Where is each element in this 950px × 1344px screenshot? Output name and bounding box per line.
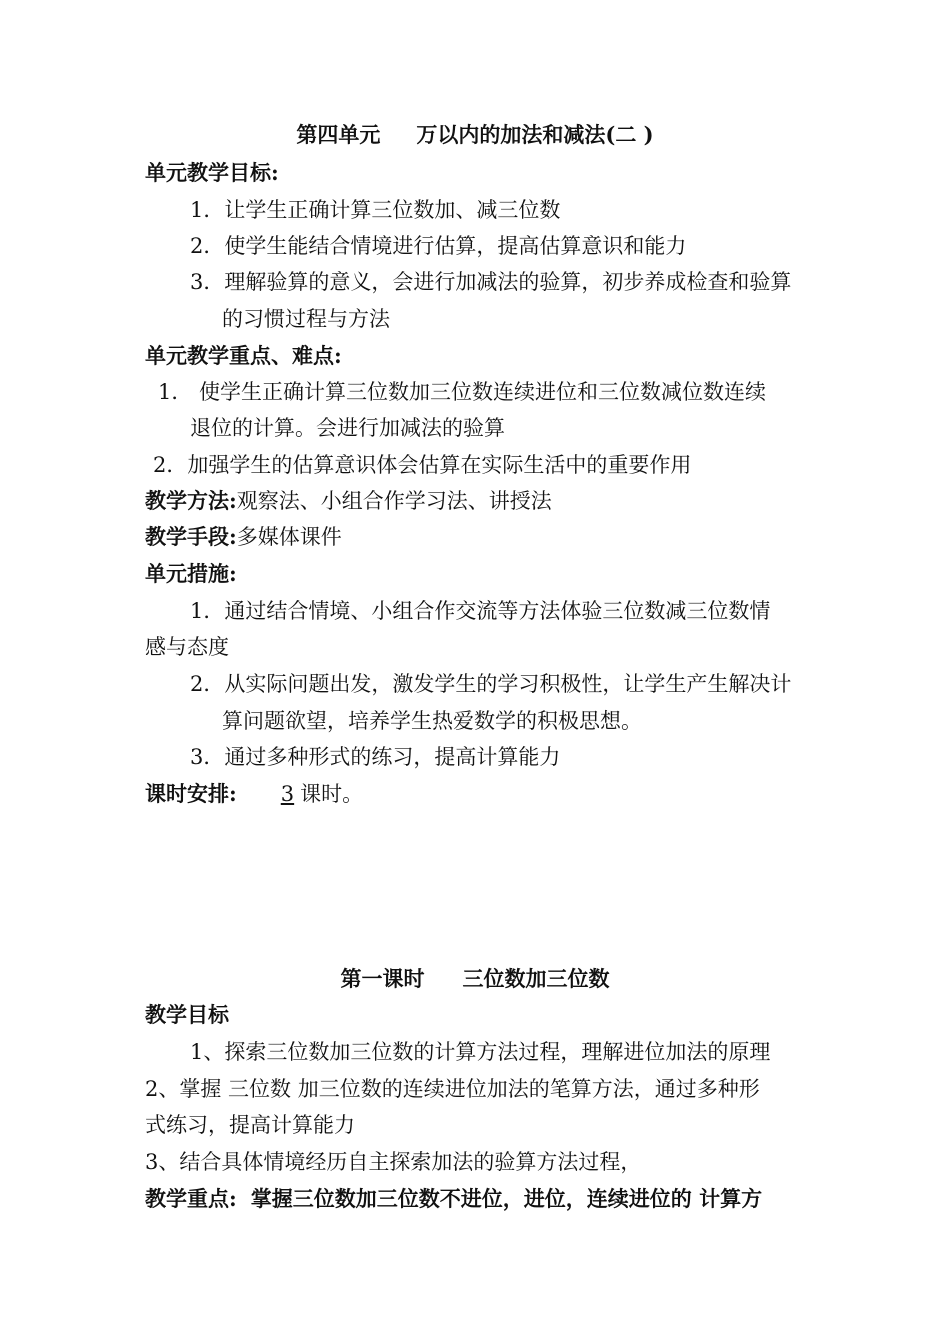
unit-goals-heading: 单元教学目标: — [145, 160, 279, 185]
unit-goal-item-continued: 的习惯过程与方法 — [222, 307, 390, 331]
teaching-means-text: 多媒体课件 — [236, 525, 342, 549]
unit-measure-item-continued: 感与态度 — [145, 635, 229, 659]
unit-goal-item: 2．使学生能结合情境进行估算，提高估算意识和能力 — [190, 234, 687, 258]
teaching-means — [145, 522, 342, 552]
unit-title — [0, 120, 950, 150]
unit-key-heading: 单元教学重点、难点: — [145, 343, 342, 368]
unit-measure-item-continued: 算问题欲望，培养学生热爱数学的积极思想。 — [222, 709, 642, 733]
unit-key-item: 2．加强学生的估算意识体会估算在实际生活中的重要作用 — [153, 453, 692, 477]
lesson-key-text: 掌握三位数加三位数不进位，进位，连续进位的 计算方 — [250, 1186, 763, 1211]
unit-measure-item: 3．通过多种形式的练习，提高计算能力 — [190, 745, 561, 769]
lesson-key-points — [145, 1184, 762, 1214]
lesson-goal-item-continued: 式练习，提高计算能力 — [145, 1113, 355, 1137]
lesson-goal-item: 2、掌握 三位数 加三位数的连续进位加法的笔算方法，通过多种形 — [145, 1077, 760, 1101]
unit-title-number: 第四单元 — [296, 122, 381, 147]
unit-goal-item: 3．理解验算的意义，会进行加减法的验算，初步养成检查和验算 — [190, 270, 792, 294]
unit-key-item: 1． 使学生正确计算三位数加三位数连续进位和三位数减位数连续 — [158, 380, 767, 404]
teaching-method-label: 教学方法: — [145, 488, 237, 513]
unit-measures-heading: 单元措施: — [145, 561, 237, 586]
lesson-schedule-unit: 课时。 — [300, 782, 364, 806]
unit-key-item-continued: 退位的计算。会进行加减法的验算 — [190, 416, 505, 440]
lesson-schedule — [145, 779, 363, 809]
teaching-method-text: 观察法、小组合作学习法、讲授法 — [236, 489, 552, 513]
unit-measure-item: 1．通过结合情境、小组合作交流等方法体验三位数减三位数情 — [190, 599, 771, 623]
unit-title-text: 万以内的加法和减法(二 ) — [416, 122, 654, 147]
lesson-title — [0, 964, 950, 994]
lesson-goal-item: 3、结合具体情境经历自主探索加法的验算方法过程， — [145, 1150, 642, 1174]
teaching-means-label: 教学手段: — [145, 524, 237, 549]
unit-measure-item: 2．从实际问题出发，激发学生的学习积极性，让学生产生解决计 — [190, 672, 792, 696]
lesson-title-number: 第一课时 — [340, 966, 425, 991]
teaching-method — [145, 486, 552, 516]
lesson-goals-heading: 教学目标 — [145, 1002, 229, 1027]
unit-goal-item: 1．让学生正确计算三位数加、减三位数 — [190, 198, 561, 222]
lesson-schedule-count: 3 — [280, 782, 295, 806]
lesson-key-label: 教学重点: — [145, 1186, 237, 1211]
lesson-schedule-label: 课时安排: — [145, 781, 237, 806]
lesson-title-text: 三位数加三位数 — [462, 966, 610, 991]
lesson-goal-item: 1、探索三位数加三位数的计算方法过程，理解进位加法的原理 — [190, 1040, 771, 1064]
